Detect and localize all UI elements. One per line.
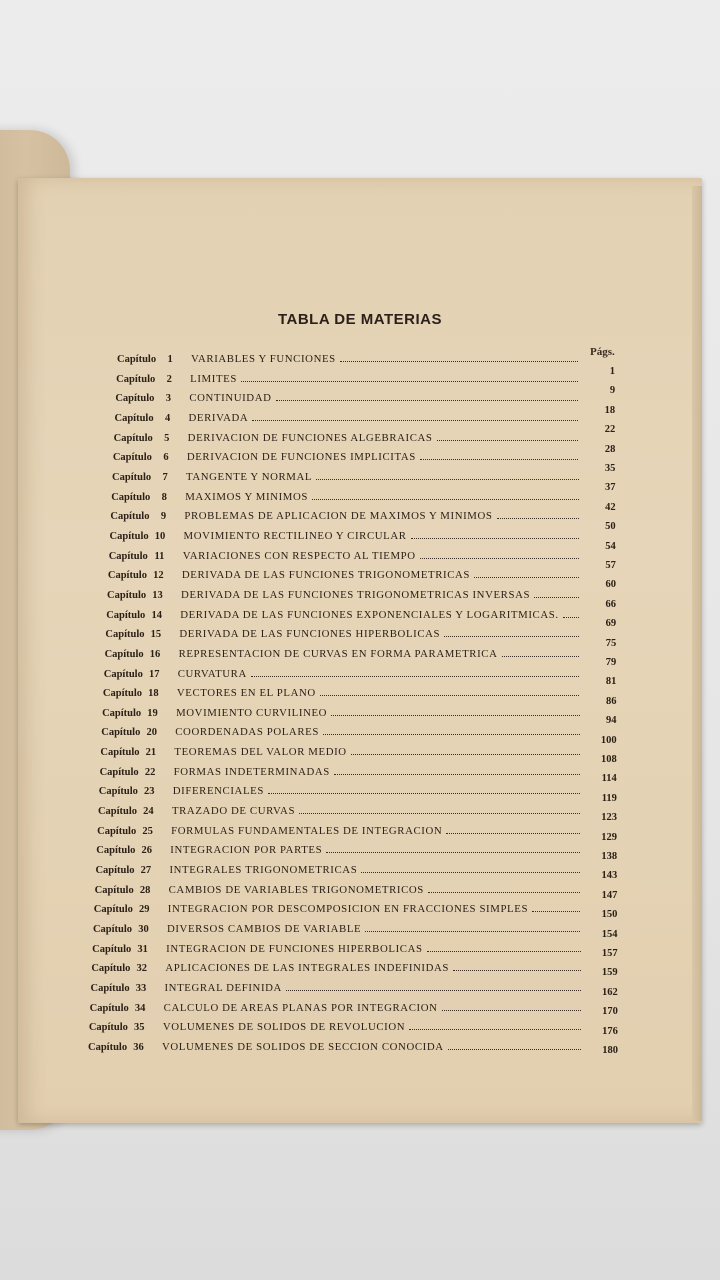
toc-row <box>105 628 583 644</box>
toc-row <box>100 766 584 782</box>
toc-row <box>108 569 583 585</box>
chapter-title: REPRESENTACION DE CURVAS EN FORMA PARAMETRICA <box>178 647 498 660</box>
chapter-label <box>111 492 177 503</box>
chapter-word: Capítulo <box>111 491 153 503</box>
page-number: 123 <box>601 812 617 824</box>
chapter-number: 12 <box>153 570 164 582</box>
chapter-title: DERIVADA <box>188 411 249 424</box>
dot-leader <box>497 518 579 519</box>
chapter-word: Capítulo <box>112 452 155 464</box>
chapter-label <box>100 747 166 758</box>
chapter-title: TEOREMAS DEL VALOR MEDIO <box>174 746 347 759</box>
chapter-title: DIVERSOS CAMBIOS DE VARIABLE <box>166 923 362 936</box>
toc-row <box>110 510 582 526</box>
chapter-word: Capítulo <box>110 511 153 523</box>
toc-row <box>91 962 584 978</box>
chapter-word: Capítulo <box>90 983 133 995</box>
toc-row <box>107 589 583 605</box>
dot-leader <box>299 813 580 814</box>
toc-row <box>110 530 583 546</box>
page-number: 114 <box>601 773 617 785</box>
chapter-title: DERIVACION DE FUNCIONES ALGEBRAICAS <box>187 431 433 444</box>
chapter-number: 15 <box>150 629 162 641</box>
chapter-number: 30 <box>138 924 149 936</box>
dot-leader <box>312 499 579 500</box>
chapter-number: 2 <box>166 373 172 385</box>
chapter-title: MOVIMIENTO RECTILINEO Y CIRCULAR <box>183 529 407 542</box>
toc-row <box>115 392 582 408</box>
chapter-label <box>101 727 167 738</box>
page-number: 119 <box>601 792 617 804</box>
chapter-title: PROBLEMAS DE APLICACION DE MAXIMOS Y MINIMOS <box>184 510 493 523</box>
chapter-number: 18 <box>148 688 159 700</box>
page-number: 108 <box>600 754 617 765</box>
toc-row <box>98 805 584 821</box>
page-number: 143 <box>601 870 618 882</box>
chapter-number: 32 <box>136 963 148 975</box>
page-number: 66 <box>605 598 617 610</box>
dot-leader <box>334 774 580 775</box>
chapter-number: 25 <box>142 825 153 837</box>
chapter-word: Capítulo <box>88 1042 130 1053</box>
dot-leader <box>326 852 580 853</box>
chapter-word: Capítulo <box>94 884 137 896</box>
dot-leader <box>409 1029 581 1030</box>
pages-column-header: Págs. <box>590 346 615 358</box>
page-number: 94 <box>606 715 617 727</box>
page-title: TABLA DE MATERIAS <box>277 311 443 328</box>
chapter-word: Capítulo <box>102 688 145 700</box>
chapter-label <box>104 669 170 680</box>
chapter-label <box>97 826 163 837</box>
dot-leader <box>323 734 580 735</box>
chapter-label <box>108 570 174 581</box>
chapter-label <box>105 649 171 660</box>
chapter-number: 24 <box>143 806 154 818</box>
chapter-number: 1 <box>167 354 173 365</box>
page-number: 69 <box>605 618 617 630</box>
toc-row <box>112 471 582 487</box>
chapter-number: 29 <box>139 904 150 916</box>
chapter-title: VOLUMENES DE SOLIDOS DE REVOLUCION <box>162 1021 406 1034</box>
chapter-word: Capítulo <box>98 786 141 798</box>
chapter-label <box>102 708 168 719</box>
toc-row <box>94 903 585 919</box>
chapter-number: 31 <box>137 943 148 955</box>
page-number: 75 <box>605 637 617 649</box>
chapter-word: Capítulo <box>99 766 142 778</box>
page-number: 176 <box>602 1025 618 1037</box>
page-number: 180 <box>602 1045 618 1056</box>
page-number: 57 <box>605 560 616 571</box>
chapter-number: 33 <box>135 983 147 995</box>
dot-leader <box>420 459 579 460</box>
toc-row <box>109 550 583 566</box>
chapter-word: Capítulo <box>92 924 135 936</box>
dot-leader <box>448 1049 581 1050</box>
chapter-number: 21 <box>145 747 157 759</box>
page-number: 81 <box>605 676 617 688</box>
toc-row <box>111 491 582 507</box>
dot-leader <box>351 754 580 755</box>
chapter-word: Capítulo <box>93 904 136 916</box>
page-number: 28 <box>604 443 616 455</box>
dot-leader <box>427 951 581 952</box>
chapter-label <box>96 845 162 856</box>
chapter-label <box>115 413 181 424</box>
chapter-word: Capítulo <box>109 530 152 542</box>
chapter-title: DIFERENCIALES <box>172 785 264 798</box>
chapter-label <box>93 924 159 935</box>
chapter-title: INTEGRACION POR PARTES <box>170 844 323 857</box>
chapter-title: INTEGRALES TRIGONOMETRICAS <box>169 864 358 877</box>
toc-row <box>97 825 584 841</box>
chapter-title: MAXIMOS Y MINIMOS <box>185 490 308 503</box>
page-number: 60 <box>605 579 616 591</box>
page-number: 79 <box>605 657 617 668</box>
chapter-label <box>110 511 176 522</box>
chapter-word: Capítulo <box>107 570 150 582</box>
page-number: 50 <box>605 521 616 533</box>
toc-row <box>95 864 584 880</box>
chapter-word: Capítulo <box>95 865 138 877</box>
chapter-title: MOVIMIENTO CURVILINEO <box>176 706 328 719</box>
chapter-word: Capítulo <box>106 609 148 621</box>
chapter-word: Capítulo <box>101 727 143 739</box>
chapter-word: Capítulo <box>97 825 139 837</box>
chapter-title: DERIVADA DE LAS FUNCIONES TRIGONOMETRICAS INVERSAS <box>181 588 531 601</box>
dot-leader <box>446 833 580 834</box>
chapter-title: APLICACIONES DE LAS INTEGRALES INDEFINIDAS <box>165 962 450 975</box>
chapter-number: 13 <box>152 589 163 601</box>
dot-leader <box>361 872 580 873</box>
chapter-number: 3 <box>165 393 172 405</box>
chapter-label <box>117 354 183 365</box>
chapter-word: Capítulo <box>88 1022 131 1034</box>
dot-leader <box>437 440 579 441</box>
chapter-label <box>100 767 166 778</box>
toc-row <box>116 373 582 389</box>
chapter-title: DERIVADA DE LAS FUNCIONES TRIGONOMETRICAS <box>181 569 471 582</box>
chapter-number: 16 <box>149 648 161 660</box>
toc-row <box>96 844 584 860</box>
dot-leader <box>365 931 580 932</box>
chapter-word: Capítulo <box>103 668 146 680</box>
chapter-title: CAMBIOS DE VARIABLES TRIGONOMETRICOS <box>168 883 424 896</box>
chapter-word: Capítulo <box>92 943 134 955</box>
chapter-label <box>112 472 178 483</box>
chapter-label <box>99 786 165 797</box>
dot-leader <box>444 636 579 637</box>
chapter-title: TRAZADO DE CURVAS <box>171 805 296 818</box>
chapter-title: CALCULO DE AREAS PLANAS POR INTEGRACION <box>163 1001 438 1014</box>
chapter-number: 20 <box>146 727 157 739</box>
chapter-label <box>107 590 173 601</box>
toc-row <box>117 353 582 369</box>
dot-leader <box>331 715 579 716</box>
chapter-label <box>109 551 175 562</box>
chapter-title: DERIVADA DE LAS FUNCIONES HIPERBOLICAS <box>179 628 441 641</box>
dot-leader <box>241 381 578 382</box>
chapter-word: Capítulo <box>104 648 147 660</box>
page-number: 170 <box>602 1006 618 1018</box>
page-number: 86 <box>605 695 617 707</box>
chapter-title: VECTORES EN EL PLANO <box>176 687 316 700</box>
chapter-title: FORMULAS FUNDAMENTALES DE INTEGRACION <box>171 824 443 837</box>
page-number: 147 <box>601 889 618 901</box>
dot-leader <box>474 577 579 578</box>
chapter-title: FORMAS INDETERMINADAS <box>173 765 330 778</box>
chapter-word: Capítulo <box>117 354 159 365</box>
chapter-word: Capítulo <box>105 629 148 641</box>
chapter-number: 27 <box>140 865 152 877</box>
chapter-word: Capítulo <box>89 1002 132 1014</box>
toc-row <box>113 451 583 467</box>
chapter-label <box>88 1042 154 1053</box>
toc-row <box>88 1041 585 1057</box>
chapter-number: 19 <box>147 707 158 719</box>
dot-leader <box>316 479 578 480</box>
chapter-title: DERIVACION DE FUNCIONES IMPLICITAS <box>186 451 416 464</box>
toc-row <box>115 412 583 428</box>
toc-row <box>106 609 583 625</box>
chapter-title: INTEGRAL DEFINIDA <box>164 982 282 995</box>
chapter-number: 9 <box>160 511 167 523</box>
chapter-title: CONTINUIDAD <box>189 392 272 405</box>
chapter-label <box>95 885 161 896</box>
toc-row <box>114 432 583 448</box>
dot-leader <box>453 970 581 971</box>
page-number: 37 <box>605 482 616 494</box>
dot-leader <box>320 695 580 696</box>
chapter-number: 28 <box>139 884 151 896</box>
chapter-word: Capítulo <box>112 471 154 483</box>
toc-row <box>93 923 585 939</box>
chapter-label <box>95 865 161 876</box>
chapter-word: Capítulo <box>107 589 149 601</box>
chapter-title: INTEGRACION POR DESCOMPOSICION EN FRACCIONES SIMPLES <box>167 903 529 916</box>
chapter-label <box>110 531 176 542</box>
chapter-title: CURVATURA <box>177 667 247 680</box>
page-number: 154 <box>601 928 618 940</box>
dot-leader <box>532 911 580 912</box>
chapter-title: COORDENADAS POLARES <box>175 726 319 739</box>
chapter-label <box>94 904 160 915</box>
page-number: 159 <box>601 967 618 979</box>
dot-leader <box>286 990 581 991</box>
chapter-label <box>92 944 158 955</box>
chapter-number: 22 <box>144 766 156 778</box>
toc-row <box>90 982 584 998</box>
chapter-title: VARIABLES Y FUNCIONES <box>191 353 336 365</box>
chapter-word: Capítulo <box>116 373 158 385</box>
chapter-number: 4 <box>164 412 171 424</box>
page-number: 18 <box>604 404 616 416</box>
dot-leader <box>340 361 578 362</box>
chapter-word: Capítulo <box>108 550 151 562</box>
chapter-word: Capítulo <box>96 845 138 857</box>
page-number: 54 <box>605 540 616 552</box>
page-number: 150 <box>601 909 618 921</box>
dot-leader <box>268 793 580 794</box>
page-number: 129 <box>601 831 618 843</box>
chapter-label <box>116 374 182 385</box>
toc-row <box>95 884 585 900</box>
chapter-number: 14 <box>151 609 162 621</box>
chapter-number: 34 <box>134 1002 146 1014</box>
dot-leader <box>428 892 580 893</box>
chapter-number: 17 <box>148 668 160 680</box>
chapter-title: DERIVADA DE LAS FUNCIONES EXPONENCIALES Y LOGARITMICAS. <box>180 608 559 621</box>
chapter-label <box>105 629 171 640</box>
chapter-word: Capítulo <box>114 412 157 424</box>
chapter-number: 11 <box>154 550 165 562</box>
page-number: 9 <box>609 385 616 397</box>
toc-row <box>101 726 583 742</box>
chapter-number: 26 <box>141 845 152 857</box>
chapter-label <box>113 452 179 463</box>
chapter-number: 6 <box>163 452 169 464</box>
toc-row <box>103 687 584 703</box>
chapter-label <box>114 433 180 444</box>
toc-row <box>105 648 584 664</box>
dot-leader <box>252 420 578 421</box>
chapter-title: VARIACIONES CON RESPECTO AL TIEMPO <box>182 549 416 562</box>
dot-leader <box>563 617 579 618</box>
page-number: 35 <box>604 463 616 474</box>
chapter-label <box>91 963 157 974</box>
page-number: 157 <box>601 948 618 959</box>
dot-leader <box>502 656 580 657</box>
toc-row <box>102 707 583 723</box>
chapter-word: Capítulo <box>113 432 156 444</box>
chapter-title: TANGENTE Y NORMAL <box>186 470 313 483</box>
chapter-label <box>115 393 181 404</box>
dot-leader <box>442 1010 581 1011</box>
page-number: 42 <box>605 501 616 513</box>
page-number: 1 <box>609 366 615 377</box>
page-number: 138 <box>601 851 618 862</box>
chapter-word: Capítulo <box>102 707 144 719</box>
toc-row <box>90 1002 585 1018</box>
page-number: 100 <box>600 734 617 746</box>
chapter-word: Capítulo <box>115 393 158 405</box>
chapter-label <box>106 610 172 621</box>
chapter-label <box>98 806 164 817</box>
dot-leader <box>251 676 579 677</box>
toc-row <box>100 746 583 762</box>
dot-leader <box>534 597 579 598</box>
chapter-label <box>90 983 156 994</box>
chapter-number: 5 <box>164 432 170 444</box>
chapter-title: VOLUMENES DE SOLIDOS DE SECCION CONOCIDA <box>162 1041 444 1053</box>
dot-leader <box>420 558 579 559</box>
chapter-label <box>90 1003 156 1014</box>
chapter-number: 35 <box>134 1022 145 1034</box>
chapter-title: LIMITES <box>190 372 237 385</box>
page-number: 22 <box>604 424 616 436</box>
toc-row <box>104 668 584 684</box>
chapter-label <box>89 1022 155 1033</box>
page-number: 162 <box>601 986 618 998</box>
toc-row <box>99 785 584 801</box>
chapter-number: 10 <box>154 530 166 542</box>
chapter-number: 23 <box>143 786 155 798</box>
chapter-number: 8 <box>161 491 167 503</box>
dot-leader <box>411 538 579 539</box>
chapter-number: 7 <box>162 471 168 483</box>
chapter-number: 36 <box>133 1042 144 1053</box>
toc-row <box>92 943 584 959</box>
chapter-title: INTEGRACION DE FUNCIONES HIPERBOLICAS <box>166 942 423 955</box>
dot-leader <box>276 400 579 401</box>
chapter-word: Capítulo <box>91 963 134 975</box>
chapter-word: Capítulo <box>97 806 140 818</box>
toc-row <box>89 1021 585 1037</box>
chapter-word: Capítulo <box>100 747 143 759</box>
chapter-label <box>103 688 169 699</box>
